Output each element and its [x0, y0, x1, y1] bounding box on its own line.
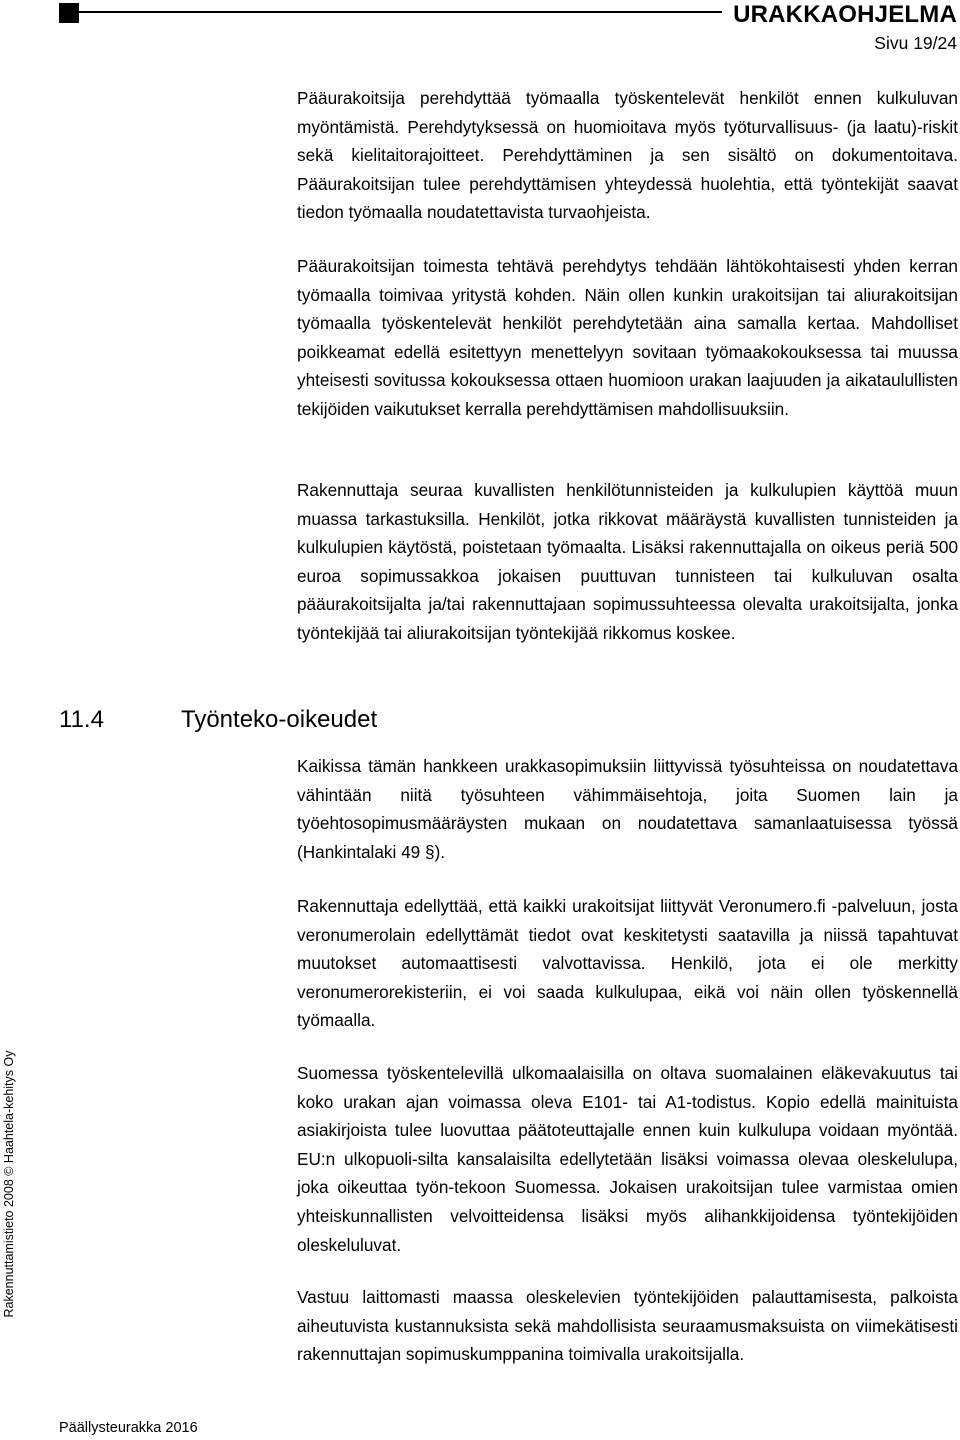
paragraph-id-cards: Rakennuttaja seuraa kuvallisten henkilötunnisteiden ja kulkulupien käyttöä muun muassa tarkastuksilla. Henkilöt, jotka rikkovat määräystä kuvallisten tunnisteiden ja kulkulupien käytöstä, poistetaan työmaalta. Lisäksi rakennuttajalla on oikeus periä 500 euroa sopimussakkoa jokaisen puuttuvan tunnisteen tai kulkuluvan osalta pääurakoitsijalta ja/tai rakennuttajaan sopimussuhteessa olevalta urakoitsijalta, jonka työntekijää tai aliurakoitsijan työntekijää rikkomus koskee. — [297, 480, 958, 643]
section-title: Työnteko-oikeudet — [181, 706, 378, 733]
paragraph-orientation: Pääurakoitsija perehdyttää työmaalla työskentelevät henkilöt ennen kulkuluvan myöntämistä. Perehdytyksessä on huomioitava myös työturvallisuus- (ja laatu)-riskit sekä kielitaitorajoitteet. Perehdyttäminen ja sen sisältö on dokumentoitava. Pääurakoitsijan tulee perehdyttämisen yhteydessä huolehtia, että työntekijät saavat tiedon työmaalla noudatettavista turvaohjeista. — [297, 88, 958, 223]
footer-text: Päällysteurakka 2016 — [59, 1420, 198, 1436]
header-square-mark — [59, 3, 79, 23]
paragraph-orientation-scope: Pääurakoitsijan toimesta tehtävä perehdytys tehdään lähtökohtaisesti yhden kerran työmaalla toimivaa yritystä kohden. Näin ollen kunkin urakoitsijan tai aliurakoitsijan työmaalla työskentelevät henkilöt perehdytetään aina samalla kertaa. Mahdolliset poikkeamat edellä esitettyyn menettelyyn sovitaan työmaakokouksessa tai muussa yhteisesti sovitussa kokouksessa ottaen huomioon urakan laajuuden ja aikataulullisten tekijöiden vaikutukset kerralla perehdyttämisen mahdollisuuksiin. — [297, 256, 958, 419]
paragraph-minimum-terms: Kaikissa tämän hankkeen urakkasopimuksiin liittyvissä työsuhteissa on noudatettava vähintään niitä työsuhteen vähimmäisehtoja, joita Suomen lain ja työehtosopimusmääräysten mukaan on noudatettava samanlaatuisessa työssä (Hankintalaki 49 §). — [297, 756, 958, 862]
side-credit: Rakennuttamistieto 2008 © Haahtela-kehitys Oy — [2, 1050, 16, 1318]
page-number: Sivu 19/24 — [874, 33, 957, 53]
document-title: URAKKAOHJELMA — [733, 1, 957, 28]
section-heading — [59, 706, 377, 734]
paragraph-foreign-workers: Suomessa työskentelevillä ulkomaalaisilla on oltava suomalainen eläkevakuutus tai koko urakan ajan voimassa oleva E101- tai A1-todistus. Kopio edellä mainituista asiakirjoista tulee luovuttaa päätoteuttajalle ennen kuin kulkulupa voidaan myöntää. EU:n ulkopuoli-silta kansalaisilta edellytetään lisäksi voimassa olevaa oleskelulupa, joka oikeuttaa työn-tekoon Suomessa. Jokaisen urakoitsijan tulee varmistaa omien yhteiskunnallisten velvoitteidensa lisäksi myös alihankkijoidensa työntekijöiden oleskeluluvat. — [297, 1063, 958, 1255]
paragraph-tax-number: Rakennuttaja edellyttää, että kaikki urakoitsijat liittyvät Veronumero.fi -palveluun, josta veronumerolain edellyttämät tiedot ovat keskitetysti saatavilla ja niissä tapahtuvat muutokset automaattisesti valvottavissa. Henkilö, jota ei ole merkitty veronumerorekisteriin, ei voi saada kulkulupaa, eikä voi näin ollen työskennellä työmaalla. — [297, 896, 958, 1031]
paragraph-liability: Vastuu laittomasti maassa oleskelevien työntekijöiden palauttamisesta, palkoista aiheutuvista kustannuksista sekä mahdollisista seuraamusmaksuista on viimekätisesti rakennuttajan sopimuskumppanina toimivalla urakoitsijalla. — [297, 1287, 958, 1365]
section-number: 11.4 — [59, 706, 104, 733]
header-rule — [79, 11, 722, 13]
